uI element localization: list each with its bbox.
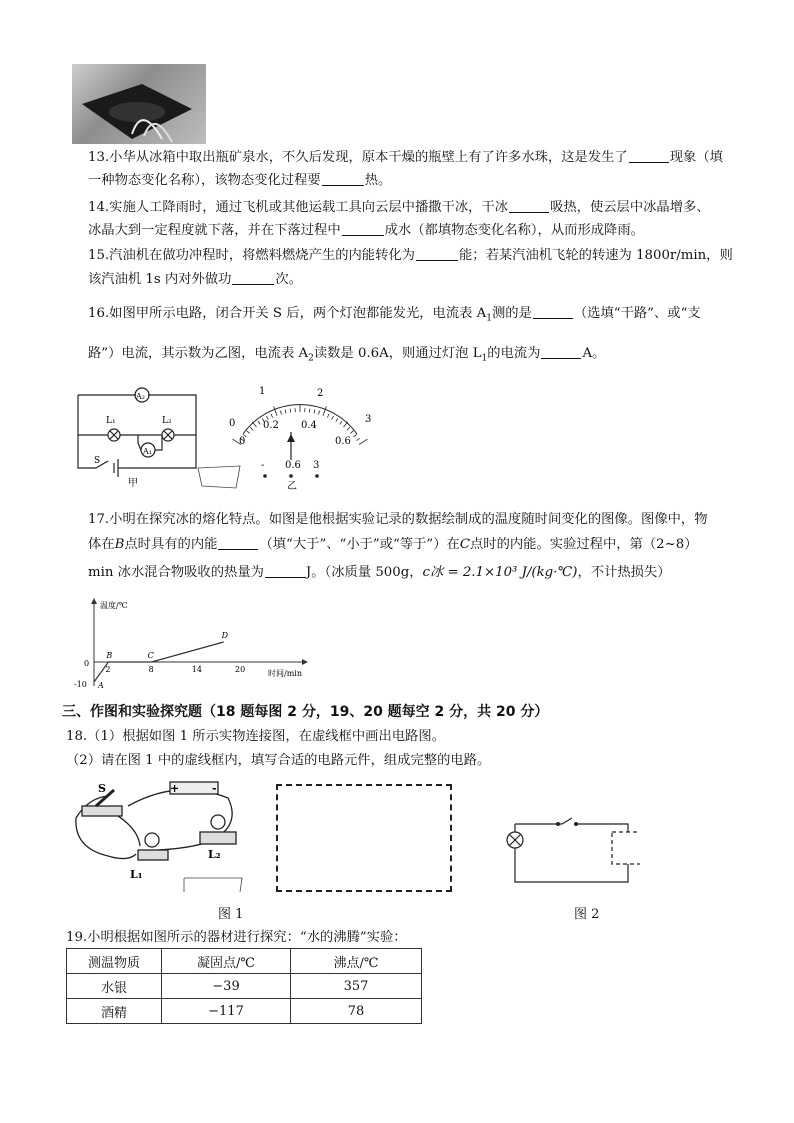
q17-line2: 体在B点时具有的内能 （填“大于”、“小于”或“等于”）在C点时的内能。实验过程中，第（2~8）	[88, 537, 698, 552]
x-tick-label: 14	[191, 665, 202, 674]
q17-line1: 17.小明在探究冰的熔化特点。如图是他根据实验记录的数据绘制成的温度随时间变化的图像。图像中，物	[88, 512, 708, 527]
dial-bottom-3: 0.6	[335, 436, 351, 447]
fig16-fragment	[196, 464, 242, 490]
y-tick-neg10: -10	[74, 680, 87, 689]
x-axis-label: 时间/min	[268, 669, 302, 678]
point-label: A	[98, 681, 104, 690]
point-label: B	[106, 651, 113, 660]
table-header: 沸点/℃	[291, 949, 422, 974]
table-cell: 水银	[67, 974, 162, 999]
q18-line1: 18.（1）根据如图 1 所示实物连接图，在虚线框中画出电路图。	[66, 729, 445, 744]
caption-jia: 甲	[128, 478, 138, 489]
label-a1: A₁	[143, 447, 152, 456]
q16-line2: 路”）电流，其示数为乙图，电流表 $A_2$读数是 0.6A，则通过灯泡 $L_1$的电流为 A。	[88, 346, 606, 364]
q13-line2: 一种物态变化名称），该物态变化过程要 热。	[88, 173, 392, 188]
table-cell: 357	[291, 974, 422, 999]
table-cell: −39	[162, 974, 291, 999]
q14-blank2[interactable]	[342, 221, 384, 236]
q13-line1: 13.小华从冰箱中取出瓶矿泉水，不久后发现，原本干燥的瓶壁上有了许多水珠，这是发生了 现象（填	[88, 150, 723, 165]
fig16-circuit-jia	[66, 383, 206, 493]
section3-title: 三、作图和实验探究题（18 题每图 2 分，19、20 题每空 2 分，共 20 分）	[62, 704, 549, 720]
dial-tick	[271, 414, 273, 418]
dial-tick	[319, 411, 320, 415]
fig16-ammeter-dial	[225, 382, 375, 492]
dial-tick	[285, 410, 286, 414]
q15-line2: 该汽油机 1s 内对外做功 次。	[88, 272, 303, 287]
q14-blank1[interactable]	[509, 198, 549, 213]
dial-tick	[290, 409, 291, 413]
dial-tick	[309, 409, 310, 413]
fig1-fragment	[182, 874, 246, 894]
dial-tick	[327, 414, 329, 418]
dial-bottom-0: 0	[239, 436, 246, 447]
dial-tick	[314, 410, 315, 414]
table-cell: −117	[162, 999, 291, 1024]
label-s: S	[94, 456, 101, 466]
dial-tick	[357, 438, 360, 440]
dial-tick	[280, 411, 281, 415]
x-tick-label: 8	[148, 665, 154, 674]
dial-bottom-1: 0.2	[263, 420, 279, 431]
q17-blank2[interactable]	[265, 563, 305, 578]
dial-tick	[247, 431, 250, 434]
table-header: 测温物质	[67, 949, 162, 974]
top-photo	[72, 64, 206, 144]
dial-tick	[274, 406, 277, 416]
fig2-circuit	[500, 812, 640, 890]
label-l2: L₂	[162, 416, 172, 426]
dial-tick	[258, 421, 260, 424]
q15-line1: 15.汽油机在做功冲程时，将燃料燃烧产生的内能转化为 能；若某汽油机飞轮的转速为 1800r/min，则	[88, 248, 733, 263]
terminal-3: 3	[313, 460, 320, 471]
dial-tick	[359, 439, 367, 444]
table-header-row	[67, 949, 422, 974]
y-axis-label: 温度/℃	[100, 601, 128, 610]
label-a2: A₂	[136, 392, 145, 401]
table-header: 凝固点/℃	[162, 949, 291, 974]
fig1-minus: -	[212, 782, 217, 795]
dial-tick	[354, 434, 357, 437]
table-cell: 78	[291, 999, 422, 1024]
table-row	[67, 974, 422, 999]
q16-blank1[interactable]	[533, 304, 573, 319]
dial-top-0: 0	[229, 418, 236, 429]
q17-line3: min 冰水混合物吸收的热量为 J。（冰质量 500g，c冰 = 2.1×10³ J/(kg·℃)，不计热损失）	[88, 565, 671, 580]
fig2-caption: 图 2	[574, 907, 600, 922]
dial-tick	[340, 421, 342, 424]
fig1-physical-circuit	[68, 778, 254, 888]
fig1-l2-label: L₂	[208, 848, 221, 861]
terminal-06: 0.6	[285, 460, 301, 471]
q13-blank1[interactable]	[629, 148, 669, 163]
dial-tick	[250, 427, 253, 430]
dial-tick	[323, 406, 326, 416]
caption-yi: 乙	[287, 481, 297, 492]
dial-top-1: 1	[259, 386, 266, 397]
dial-tick	[336, 418, 338, 421]
q13-blank2[interactable]	[322, 171, 364, 186]
q14-line1: 14.实施人工降雨时，通过飞机或其他运载工具向云层中播撒干冰，干冰 吸热，使云层中冰晶增多、	[88, 200, 710, 215]
label-l1: L₁	[106, 416, 116, 426]
q15-blank2[interactable]	[232, 270, 274, 285]
table-row	[67, 999, 422, 1024]
point-label: C	[147, 651, 154, 660]
x-tick-label: 20	[235, 665, 246, 674]
fig1-s-label: S	[98, 782, 106, 795]
fig1-caption: 图 1	[218, 907, 244, 922]
dial-tick	[350, 431, 353, 434]
photo-art	[72, 64, 206, 144]
q16-blank2[interactable]	[541, 344, 581, 359]
dial-tick	[347, 427, 350, 430]
q17-temperature-chart	[70, 596, 310, 696]
answer-dashed-box[interactable]	[276, 784, 452, 892]
fig1-plus: +	[170, 782, 180, 795]
y-tick-0: 0	[84, 659, 90, 668]
dial-top-2: 2	[317, 388, 324, 399]
fig1-l1-label: L₁	[130, 868, 143, 881]
dial-tick	[332, 416, 334, 420]
q14-line2: 冰晶大到一定程度就下落，并在下落过程中 成水（都填物态变化名称），从而形成降雨。	[88, 223, 644, 238]
x-tick-label: 2	[105, 665, 111, 674]
q17-blank1[interactable]	[218, 535, 258, 550]
dial-top-3: 3	[365, 414, 372, 425]
terminal-neg: -	[261, 460, 265, 471]
q18-line2: （2）请在图 1 中的虚线框内，填写合适的电路元件，组成完整的电路。	[66, 753, 491, 768]
point-label: D	[221, 631, 229, 640]
q15-blank1[interactable]	[416, 246, 458, 261]
q16-line1: 16.如图甲所示电路，闭合开关 S 后，两个灯泡都能发光，电流表 $A_1$测的是 （选填“干路”、或“支	[88, 306, 701, 324]
table19	[66, 948, 422, 1024]
q19-line1: 19.小明根据如图所示的器材进行探究：“水的沸腾”实验：	[66, 930, 407, 945]
dial-bottom-2: 0.4	[301, 420, 317, 431]
table-cell: 酒精	[67, 999, 162, 1024]
